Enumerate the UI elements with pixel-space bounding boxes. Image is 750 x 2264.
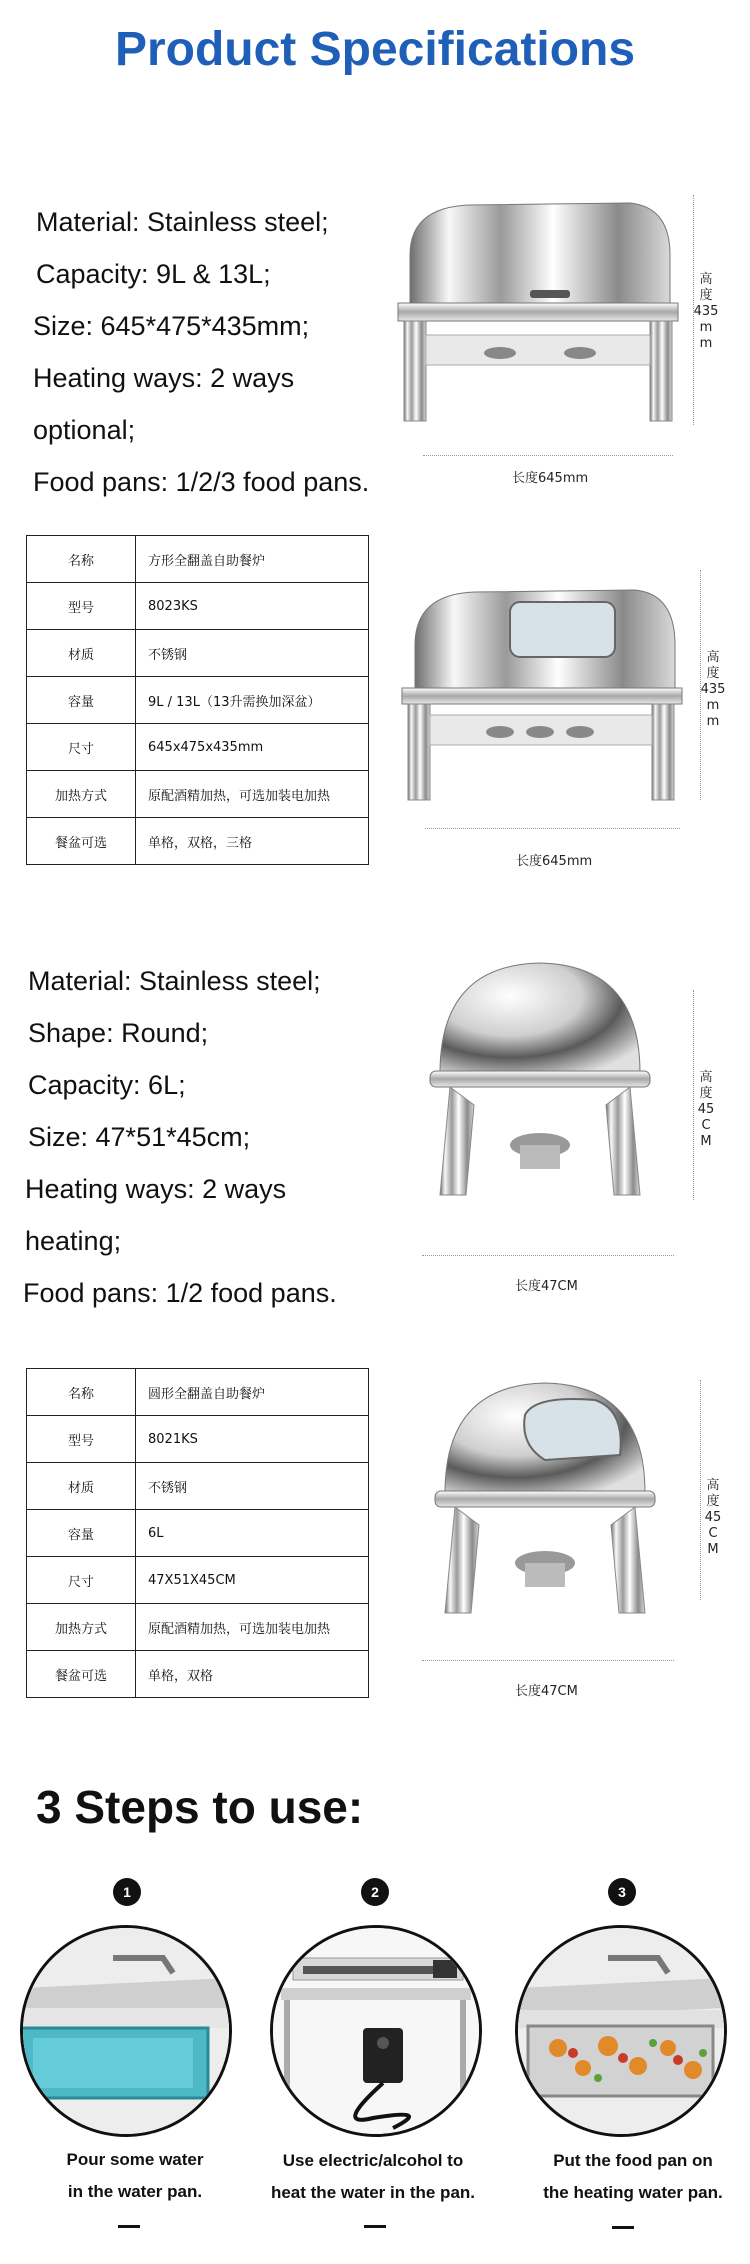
- spec-line: Shape: Round;: [28, 1018, 209, 1048]
- spec-line: Heating ways: 2 ways: [33, 363, 295, 393]
- length-dimension-line: [422, 1255, 674, 1256]
- length-dimension-line: [423, 455, 673, 456]
- page-title: Product Specifications: [114, 23, 636, 76]
- table-row: [27, 818, 369, 865]
- table-key: 容量: [27, 677, 136, 724]
- table-value: 方形全翻盖自助餐炉: [136, 536, 369, 583]
- steps-title: 3 Steps to use:: [36, 1781, 364, 1833]
- spec-line: Size: 47*51*45cm;: [28, 1122, 251, 1152]
- spec-line: Capacity: 6L;: [28, 1070, 186, 1100]
- table-value: 8021KS: [136, 1416, 369, 1463]
- table-value: 单格，双格，三格: [136, 818, 369, 865]
- spec-line: Food pans: 1/2 food pans.: [23, 1278, 337, 1308]
- spec-line: Material: Stainless steel;: [28, 966, 321, 996]
- food-pan-icon: [518, 1928, 724, 2134]
- product1-spec-table: [26, 535, 369, 865]
- step3-image: [515, 1925, 727, 2137]
- step2-image: [270, 1925, 482, 2137]
- table-key: 加热方式: [27, 771, 136, 818]
- spec-line: optional;: [33, 415, 136, 445]
- table-row: [27, 536, 369, 583]
- table-key: 材质: [27, 1463, 136, 1510]
- table-value: 单格，双格: [136, 1651, 369, 1698]
- height-dimension-line: [693, 990, 694, 1200]
- table-value: 圆形全翻盖自助餐炉: [136, 1369, 369, 1416]
- table-key: 容量: [27, 1510, 136, 1557]
- length-dimension-line: [422, 1660, 674, 1661]
- table-key: 名称: [27, 536, 136, 583]
- table-row: [27, 1651, 369, 1698]
- chafing-dish-rect-window-image: [390, 580, 690, 805]
- water-pan-icon: [23, 1928, 229, 2134]
- table-key: 餐盆可选: [27, 818, 136, 865]
- table-value: 47X51X45CM: [136, 1557, 369, 1604]
- product2-specs: [23, 955, 337, 1319]
- spec-line: Heating ways: 2 ways: [25, 1174, 287, 1204]
- chafing-dish-round-window-image: [425, 1375, 665, 1620]
- chafing-dish-round-image: [420, 955, 660, 1205]
- step-caption: Use electric/alcohol to heat the water in the pan.: [270, 2151, 476, 2202]
- step-number-badge: 3: [608, 1878, 636, 1906]
- table-value: 不锈钢: [136, 630, 369, 677]
- table-value: 9L / 13L（13升需换加深盆）: [136, 677, 369, 724]
- table-key: 加热方式: [27, 1604, 136, 1651]
- step-number-badge: 1: [113, 1878, 141, 1906]
- table-key: 名称: [27, 1369, 136, 1416]
- table-value: 原配酒精加热，可选加装电加热: [136, 1604, 369, 1651]
- table-value: 6L: [136, 1510, 369, 1557]
- table-row: [27, 583, 369, 630]
- step-underline: [118, 2225, 140, 2228]
- table-row: [27, 1557, 369, 1604]
- table-row: [27, 677, 369, 724]
- table-row: [27, 771, 369, 818]
- product1-specs: [33, 196, 370, 508]
- table-key: 型号: [27, 583, 136, 630]
- table-row: [27, 1604, 369, 1651]
- table-value: 645x475x435mm: [136, 724, 369, 771]
- spec-line: heating;: [25, 1226, 122, 1256]
- step-number-badge: 2: [361, 1878, 389, 1906]
- step-underline: [612, 2226, 634, 2229]
- spec-line: Material: Stainless steel;: [36, 207, 329, 237]
- table-row: [27, 1416, 369, 1463]
- length-label: 长度645mm: [512, 471, 589, 486]
- table-row: [27, 1510, 369, 1557]
- spec-line: Food pans: 1/2/3 food pans.: [33, 467, 370, 497]
- table-value: 原配酒精加热，可选加装电加热: [136, 771, 369, 818]
- step-caption: Pour some water in the water pan.: [66, 2150, 204, 2201]
- chafing-dish-rect-image: [380, 195, 680, 430]
- table-row: [27, 630, 369, 677]
- product2-spec-table: [26, 1368, 369, 1698]
- table-value: 不锈钢: [136, 1463, 369, 1510]
- length-label: 长度645mm: [516, 854, 593, 869]
- table-value: 8023KS: [136, 583, 369, 630]
- step-underline: [364, 2225, 386, 2228]
- length-label: 长度47CM: [515, 1279, 578, 1294]
- electric-heater-icon: [273, 1928, 479, 2134]
- step1-image: [20, 1925, 232, 2137]
- table-key: 材质: [27, 630, 136, 677]
- spec-line: Size: 645*475*435mm;: [33, 311, 310, 341]
- table-row: [27, 724, 369, 771]
- height-dimension-line: [700, 1380, 701, 1600]
- table-key: 尺寸: [27, 1557, 136, 1604]
- table-row: [27, 1369, 369, 1416]
- length-label: 长度47CM: [515, 1684, 578, 1699]
- table-key: 餐盆可选: [27, 1651, 136, 1698]
- step-caption: Put the food pan on the heating water pan.: [543, 2151, 723, 2202]
- spec-line: Capacity: 9L & 13L;: [36, 259, 271, 289]
- table-row: [27, 1463, 369, 1510]
- table-key: 尺寸: [27, 724, 136, 771]
- length-dimension-line: [425, 828, 680, 829]
- table-key: 型号: [27, 1416, 136, 1463]
